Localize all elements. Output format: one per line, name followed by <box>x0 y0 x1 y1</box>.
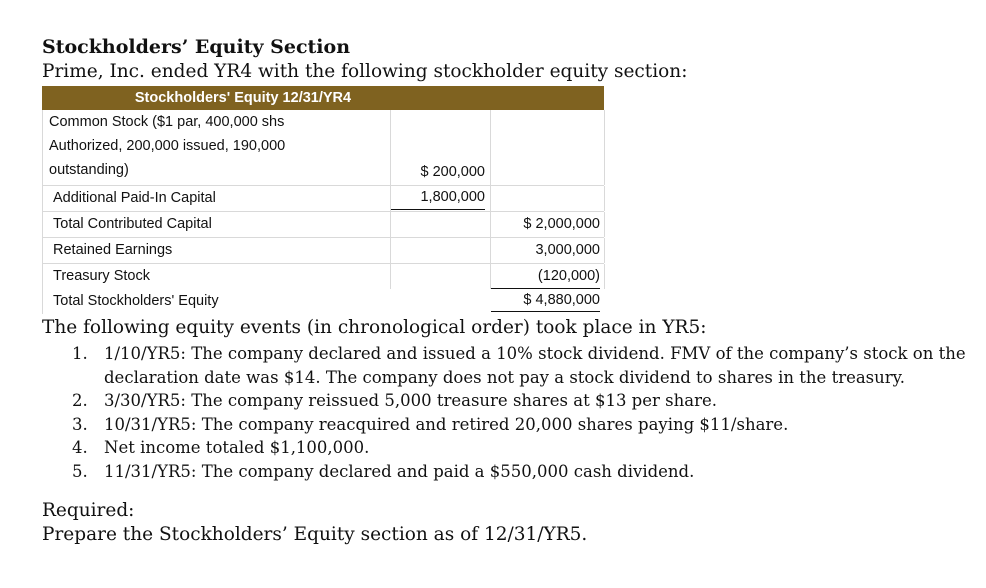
treasury-value: (120,000) <box>491 264 600 289</box>
empty-cell <box>390 238 489 263</box>
events-intro: The following equity events (in chronological order) took place in YR5: <box>42 317 707 338</box>
apic-label: Additional Paid-In Capital <box>53 190 216 206</box>
common-stock-line: Common Stock ($1 par, 400,000 shs <box>49 114 285 130</box>
table-row-common-stock <box>43 110 604 186</box>
empty-cell <box>390 264 489 289</box>
total-equity-cell <box>490 289 605 314</box>
event-number: 2. <box>72 391 88 410</box>
table-row-retained-earnings <box>43 238 604 264</box>
total-contributed-label: Total Contributed Capital <box>53 216 212 232</box>
common-stock-cell <box>390 110 489 185</box>
apic-value: 1,800,000 <box>391 186 485 210</box>
table-row-apic <box>43 186 604 212</box>
total-equity-value: $ 4,880,000 <box>491 289 600 312</box>
intro-text: Prime, Inc. ended YR4 with the following stockholder equity section: <box>42 61 688 82</box>
apic-cell <box>390 186 489 211</box>
common-stock-label <box>43 110 395 185</box>
equity-table <box>42 86 604 314</box>
total-contributed-value: $ 2,000,000 <box>490 212 605 237</box>
event-text: 3/30/YR5: The company reissued 5,000 treasure shares at $13 per share. <box>104 391 717 410</box>
list-item <box>62 389 972 413</box>
event-text: 10/31/YR5: The company reacquired and retired 20,000 shares paying $11/share. <box>104 414 789 434</box>
event-text: 1/10/YR5: The company declared and issued a 10% stock dividend. FMV of the company’s stock on the declaration date was $14. The company does not pay a stock dividend to shares in the treasury. <box>104 344 966 387</box>
event-number: 4. <box>72 438 88 457</box>
common-stock-line: outstanding) <box>49 162 129 178</box>
required-label: Required: <box>42 500 135 521</box>
event-text: 11/31/YR5: The company declared and paid a $550,000 cash dividend. <box>104 461 695 481</box>
total-equity-label: Total Stockholders' Equity <box>53 293 219 309</box>
empty-cell <box>490 110 605 185</box>
common-stock-line: Authorized, 200,000 issued, 190,000 <box>49 138 286 154</box>
table-body <box>42 110 604 314</box>
table-row-total-contributed <box>43 212 604 238</box>
table-header: Stockholders' Equity 12/31/YR4 <box>42 86 604 110</box>
retained-earnings-label: Retained Earnings <box>53 242 173 258</box>
treasury-cell <box>490 264 605 289</box>
retained-earnings-value: 3,000,000 <box>490 238 605 263</box>
empty-cell <box>390 289 489 314</box>
treasury-label: Treasury Stock <box>53 268 150 284</box>
event-number: 3. <box>72 414 88 434</box>
list-item <box>62 460 972 484</box>
list-item <box>62 436 972 460</box>
common-stock-value: $ 200,000 <box>420 164 485 180</box>
events-list <box>62 342 972 483</box>
event-text: Net income totaled $1,100,000. <box>104 438 370 457</box>
table-row-treasury <box>43 264 604 289</box>
required-text: Prepare the Stockholders’ Equity section as of 12/31/YR5. <box>42 524 588 545</box>
event-number: 5. <box>72 461 88 481</box>
empty-cell <box>490 186 605 211</box>
empty-cell <box>390 212 489 237</box>
table-row-total-equity <box>43 289 604 314</box>
list-item <box>62 413 972 437</box>
list-item <box>62 342 972 389</box>
section-heading: Stockholders’ Equity Section <box>42 36 351 58</box>
event-number: 1. <box>72 344 88 363</box>
